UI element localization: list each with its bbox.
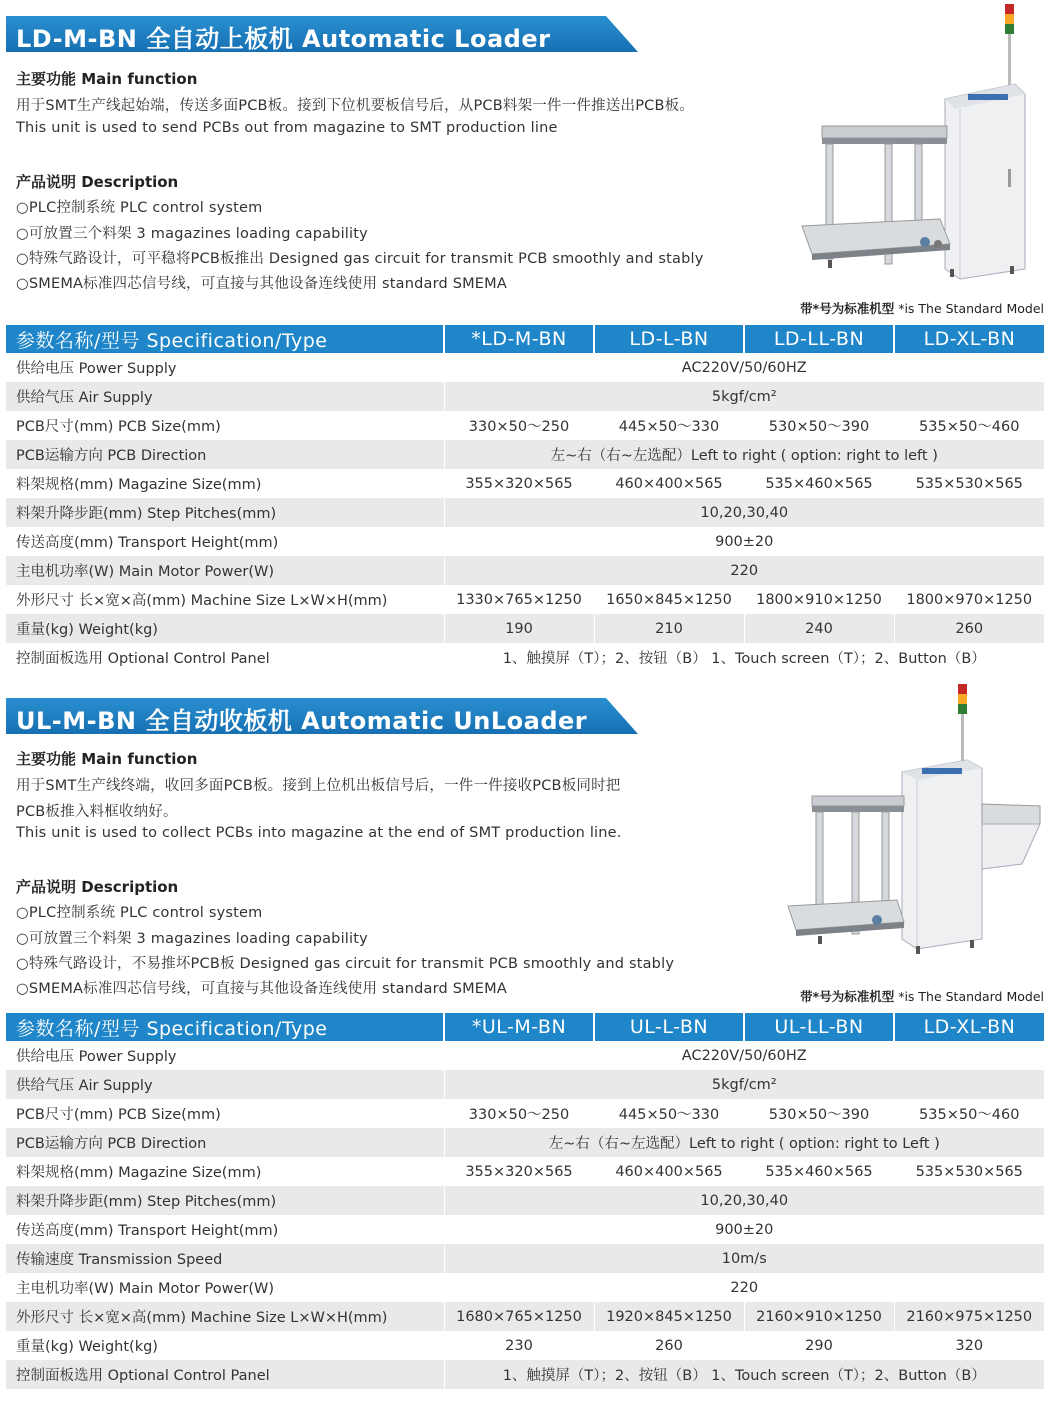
row-label: 外形尺寸 长×宽×高(mm) Machine Size L×W×H(mm) (6, 1302, 444, 1331)
row-value: 10m/s (444, 1244, 1044, 1273)
table-row (6, 1244, 1044, 1273)
unloader-caption-en: *is The Standard Model (894, 989, 1044, 1004)
row-value: 535×50～460 (919, 419, 1020, 435)
table-row (6, 1331, 1044, 1360)
table-row (6, 643, 1044, 672)
loader-caption-cn: 带*号为标准机型 (800, 301, 895, 316)
table-row (6, 527, 1044, 556)
row-value: 535×460×565 (744, 1157, 894, 1186)
table-header-row (6, 325, 1044, 353)
table-header-cell: LD-L-BN (594, 325, 744, 353)
row-label: 主电机功率(W) Main Motor Power(W) (6, 1273, 444, 1302)
row-label: PCB运输方向 PCB Direction (6, 440, 444, 469)
unloader-description-item: ○可放置三个料架 3 magazines loading capability (16, 931, 368, 947)
row-value: 1800×910×1250 (744, 585, 894, 614)
table-header-cell: LD-XL-BN (894, 1013, 1044, 1041)
row-value: 330×50～250 (444, 411, 594, 440)
unloader-caption-cn: 带*号为标准机型 (800, 989, 895, 1004)
loader-section (0, 0, 1050, 690)
loader-standard-model-caption (800, 299, 1044, 317)
table-row (6, 498, 1044, 527)
row-value: 1、触摸屏（T）；2、按钮（B） 1、Touch screen（T）；2、Button（B） (502, 651, 986, 667)
row-value: 535×530×565 (915, 475, 1023, 492)
row-value: 1、触摸屏（T）；2、按钮（B） 1、Touch screen（T）；2、Button（B） (444, 1360, 1044, 1389)
row-value: 355×320×565 (444, 1157, 594, 1186)
row-label: 料架规格(mm) Magazine Size(mm) (6, 1157, 444, 1186)
row-value: 210 (594, 614, 744, 643)
table-row (6, 1041, 1044, 1070)
row-value: 5kgf/cm² (444, 1070, 1044, 1099)
row-value: 260 (894, 614, 1044, 643)
row-value: AC220V/50/60HZ (681, 359, 807, 376)
loader-description-item: ○可放置三个料架 3 magazines loading capability (16, 226, 368, 242)
row-value: 535×460×565 (744, 469, 894, 498)
row-value: 530×50～390 (744, 1099, 894, 1128)
loader-description-item: ○SMEMA标准四芯信号线，可直接与其他设备连线使用 standard SMEMA (16, 276, 507, 292)
row-label: 控制面板选用 Optional Control Panel (6, 643, 444, 672)
row-value: 1330×765×1250 (444, 585, 594, 614)
unloader-description-item: ○特殊气路设计，不易推坏PCB板 Designed gas circuit for transmit PCB smoothly and stably (16, 956, 675, 972)
row-value: 445×50～330 (594, 411, 744, 440)
row-value: 240 (744, 614, 894, 643)
row-label: 重量(kg) Weight(kg) (6, 614, 444, 643)
loader-main-function-line: This unit is used to send PCBs out from magazine to SMT production line (16, 120, 558, 136)
row-value: 530×50～390 (744, 411, 894, 440)
row-label: 供给气压 Air Supply (6, 382, 444, 411)
row-label: 供给气压 Air Supply (6, 1070, 444, 1099)
unloader-description-item: ○PLC控制系统 PLC control system (16, 905, 263, 921)
table-header-cell: 参数名称/型号 Specification/Type (6, 325, 444, 353)
unloader-main-function-line: PCB板推入料框收纳好。 (16, 804, 178, 820)
loader-spec-table (6, 325, 1044, 672)
row-value: 1800×970×1250 (906, 591, 1033, 608)
unloader-main-function-heading: 主要功能 Main function (16, 750, 198, 768)
row-value: 220 (730, 1279, 759, 1296)
unloader-standard-model-caption (800, 987, 1044, 1005)
row-label: PCB尺寸(mm) PCB Size(mm) (6, 411, 444, 440)
unloader-machine-image (782, 684, 1044, 974)
unloader-description-item: ○SMEMA标准四芯信号线，可直接与其他设备连线使用 standard SMEMA (16, 981, 507, 997)
row-value: 260 (594, 1331, 744, 1360)
loader-caption-en: *is The Standard Model (894, 301, 1044, 316)
unloader-section (0, 690, 1050, 1410)
unloader-main-function-line: This unit is used to collect PCBs into magazine at the end of SMT production line. (16, 825, 622, 841)
row-label: 控制面板选用 Optional Control Panel (6, 1360, 444, 1389)
table-header-cell: *LD-M-BN (444, 325, 594, 353)
row-value: 320 (955, 1337, 984, 1354)
row-value: 10,20,30,40 (444, 498, 1044, 527)
row-value: 290 (744, 1331, 894, 1360)
table-row (6, 1070, 1044, 1099)
table-row (6, 1128, 1044, 1157)
row-value: 左~右（右~左选配）Left to right ( option: right to left ) (444, 440, 1044, 469)
row-value: 1650×845×1250 (594, 585, 744, 614)
unloader-main-function-line: 用于SMT生产线终端，收回多面PCB板。接到上位机出板信号后，一件一件接收PCB板同时把 (16, 778, 621, 794)
table-row (6, 1157, 1044, 1186)
row-label: 料架规格(mm) Magazine Size(mm) (6, 469, 444, 498)
unloader-title: UL-M-BN 全自动收板机 Automatic UnLoader (16, 707, 588, 735)
row-label: 传送高度(mm) Transport Height(mm) (6, 527, 444, 556)
row-value: 左~右（右~左选配）Left to right ( option: right to Left ) (444, 1128, 1044, 1157)
loader-machine-image (790, 4, 1040, 294)
row-value: AC220V/50/60HZ (681, 1047, 807, 1064)
table-row (6, 1302, 1044, 1331)
row-label: PCB尺寸(mm) PCB Size(mm) (6, 1099, 444, 1128)
row-value: 230 (444, 1331, 594, 1360)
loader-main-function-heading: 主要功能 Main function (16, 70, 198, 88)
row-label: 传输速度 Transmission Speed (6, 1244, 444, 1273)
table-row (6, 1360, 1044, 1389)
unloader-spec-table (6, 1013, 1044, 1389)
table-row (6, 411, 1044, 440)
row-label: 供给电压 Power Supply (6, 353, 444, 382)
row-value: 190 (444, 614, 594, 643)
table-row (6, 353, 1044, 382)
loader-title: LD-M-BN 全自动上板机 Automatic Loader (16, 25, 551, 53)
table-header-cell: UL-L-BN (594, 1013, 744, 1041)
loader-main-function-line: 用于SMT生产线起始端，传送多面PCB板。接到下位机要板信号后，从PCB料架一件一件推送出PCB板。 (16, 98, 695, 114)
row-label: 料架升降步距(mm) Step Pitches(mm) (6, 498, 444, 527)
row-value: 535×530×565 (915, 1163, 1023, 1180)
row-value: 220 (444, 556, 1044, 585)
table-row (6, 614, 1044, 643)
table-row (6, 1099, 1044, 1128)
row-label: 外形尺寸 长×宽×高(mm) Machine Size L×W×H(mm) (6, 585, 444, 614)
row-value: 330×50～250 (444, 1099, 594, 1128)
table-header-row (6, 1013, 1044, 1041)
row-label: 料架升降步距(mm) Step Pitches(mm) (6, 1186, 444, 1215)
row-value: 460×400×565 (594, 1157, 744, 1186)
table-row (6, 1215, 1044, 1244)
row-value: 460×400×565 (594, 469, 744, 498)
row-value: 10,20,30,40 (444, 1186, 1044, 1215)
loader-description-item: ○PLC控制系统 PLC control system (16, 200, 263, 216)
table-header-cell: LD-LL-BN (744, 325, 894, 353)
table-header-cell: UL-LL-BN (744, 1013, 894, 1041)
row-value: 1920×845×1250 (594, 1302, 744, 1331)
table-row (6, 382, 1044, 411)
row-value: 900±20 (715, 1221, 774, 1238)
row-value: 5kgf/cm² (444, 382, 1044, 411)
table-header-cell: *UL-M-BN (444, 1013, 594, 1041)
table-row (6, 556, 1044, 585)
table-header-cell: LD-XL-BN (894, 325, 1044, 353)
row-value: 900±20 (715, 533, 774, 550)
table-row (6, 585, 1044, 614)
row-value: 535×50～460 (919, 1107, 1020, 1123)
row-label: 主电机功率(W) Main Motor Power(W) (6, 556, 444, 585)
row-value: 1680×765×1250 (444, 1302, 594, 1331)
table-header-cell: 参数名称/型号 Specification/Type (6, 1013, 444, 1041)
row-value: 445×50～330 (594, 1099, 744, 1128)
loader-description-heading: 产品说明 Description (16, 173, 179, 191)
loader-description-item: ○特殊气路设计，可平稳将PCB板推出 Designed gas circuit for transmit PCB smoothly and stably (16, 251, 704, 267)
table-row (6, 440, 1044, 469)
table-row (6, 1273, 1044, 1302)
unloader-description-heading: 产品说明 Description (16, 878, 179, 896)
unloader-title-banner (6, 698, 638, 734)
row-value: 355×320×565 (444, 469, 594, 498)
row-value: 2160×910×1250 (744, 1302, 894, 1331)
row-label: PCB运输方向 PCB Direction (6, 1128, 444, 1157)
row-value: 2160×975×1250 (894, 1302, 1044, 1331)
loader-title-banner (6, 16, 638, 52)
table-row (6, 1186, 1044, 1215)
row-label: 传送高度(mm) Transport Height(mm) (6, 1215, 444, 1244)
row-label: 重量(kg) Weight(kg) (6, 1331, 444, 1360)
table-row (6, 469, 1044, 498)
row-label: 供给电压 Power Supply (6, 1041, 444, 1070)
